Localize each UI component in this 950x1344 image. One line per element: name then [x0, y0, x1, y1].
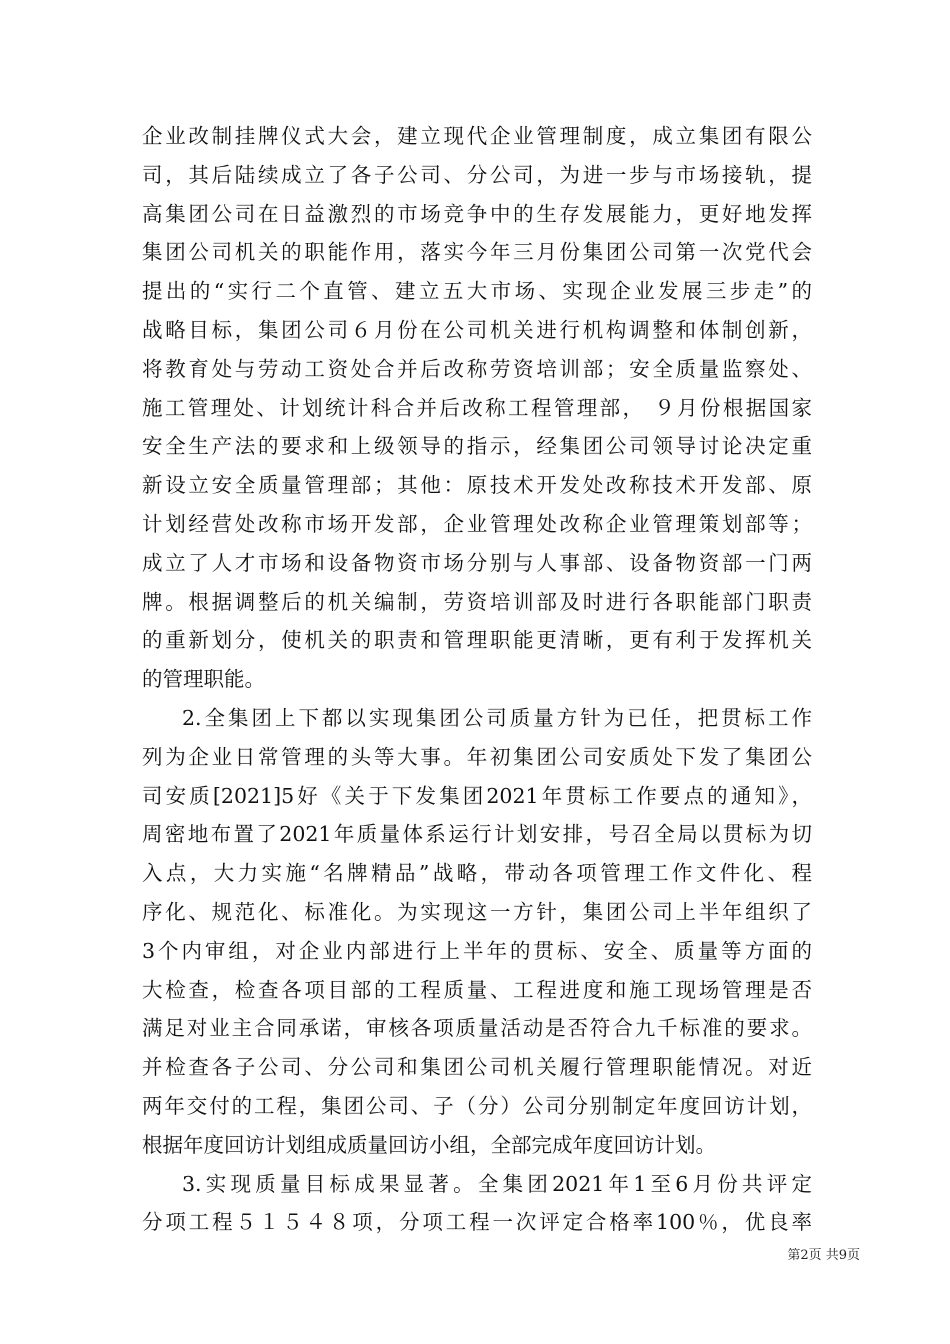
text-line: 周密地布置了2021年质量体系运行计划安排，号召全局以贯标为切 [142, 822, 812, 847]
text-line: 两年交付的工程，集团公司、子（分）公司分别制定年度回访计划， [142, 1093, 812, 1118]
page-number: 第2页 共9页 [787, 1248, 860, 1263]
text-line: 计划经营处改称市场开发部，企业管理处改称企业管理策划部等； [142, 511, 812, 536]
text-line: 大检查，检查各项目部的工程质量、工程进度和施工现场管理是否 [142, 977, 812, 1002]
text-line: 牌。根据调整后的机关编制，劳资培训部及时进行各职能部门职责 [142, 589, 812, 614]
paragraph-start-line: 2.全集团上下都以实现集团公司质量方针为已任，把贯标工作 [182, 705, 812, 730]
text-line: 3个内审组，对企业内部进行上半年的贯标、安全、质量等方面的 [142, 938, 812, 963]
text-line: 将教育处与劳动工资处合并后改称劳资培训部；安全质量监察处、 [142, 356, 812, 381]
text-line: 集团公司机关的职能作用，落实今年三月份集团公司第一次党代会 [142, 240, 812, 265]
text-line: 司安质[2021]5好《关于下发集团2021年贯标工作要点的通知》， [142, 783, 812, 808]
text-line: 的重新划分，使机关的职责和管理职能更清晰，更有利于发挥机关 [142, 628, 812, 653]
text-line: 入点，大力实施“名牌精品”战略，带动各项管理工作文件化、程 [142, 861, 812, 886]
text-line: 提出的“实行二个直管、建立五大市场、实现企业发展三步走”的 [142, 279, 812, 304]
text-line: 新设立安全质量管理部；其他：原技术开发处改称技术开发部、原 [142, 473, 812, 498]
text-line: 分项工程５１５４８项，分项工程一次评定合格率100％，优良率 [142, 1210, 812, 1235]
text-line: 安全生产法的要求和上级领导的指示，经集团公司领导讨论决定重 [142, 434, 812, 459]
paragraph-start-line: 3.实现质量目标成果显著。全集团2021年1至6月份共评定 [182, 1171, 812, 1196]
text-line: 序化、规范化、标准化。为实现这一方针，集团公司上半年组织了 [142, 899, 812, 924]
text-line: 成立了人才市场和设备物资市场分别与人事部、设备物资部一门两 [142, 550, 812, 575]
text-line: 司，其后陆续成立了各子公司、分公司，为进一步与市场接轨，提 [142, 162, 812, 187]
text-line: 战略目标，集团公司６月份在公司机关进行机构调整和体制创新， [142, 317, 812, 342]
body-text [142, 117, 812, 1242]
text-line: 企业改制挂牌仪式大会，建立现代企业管理制度，成立集团有限公 [142, 124, 812, 148]
text-line: 满足对业主合同承诺，审核各项质量活动是否符合九千标准的要求。 [142, 1016, 812, 1041]
text-line: 施工管理处、计划统计科合并后改称工程管理部， ９月份根据国家 [142, 395, 812, 420]
text-line: 高集团公司在日益激烈的市场竞争中的生存发展能力，更好地发挥 [142, 201, 812, 226]
text-line: 列为企业日常管理的头等大事。年初集团公司安质处下发了集团公 [142, 744, 812, 769]
text-line: 的管理职能。 [142, 667, 265, 692]
text-line: 根据年度回访计划组成质量回访小组，全部完成年度回访计划。 [142, 1132, 716, 1157]
text-line: 并检查各子公司、分公司和集团公司机关履行管理职能情况。对近 [142, 1055, 812, 1080]
